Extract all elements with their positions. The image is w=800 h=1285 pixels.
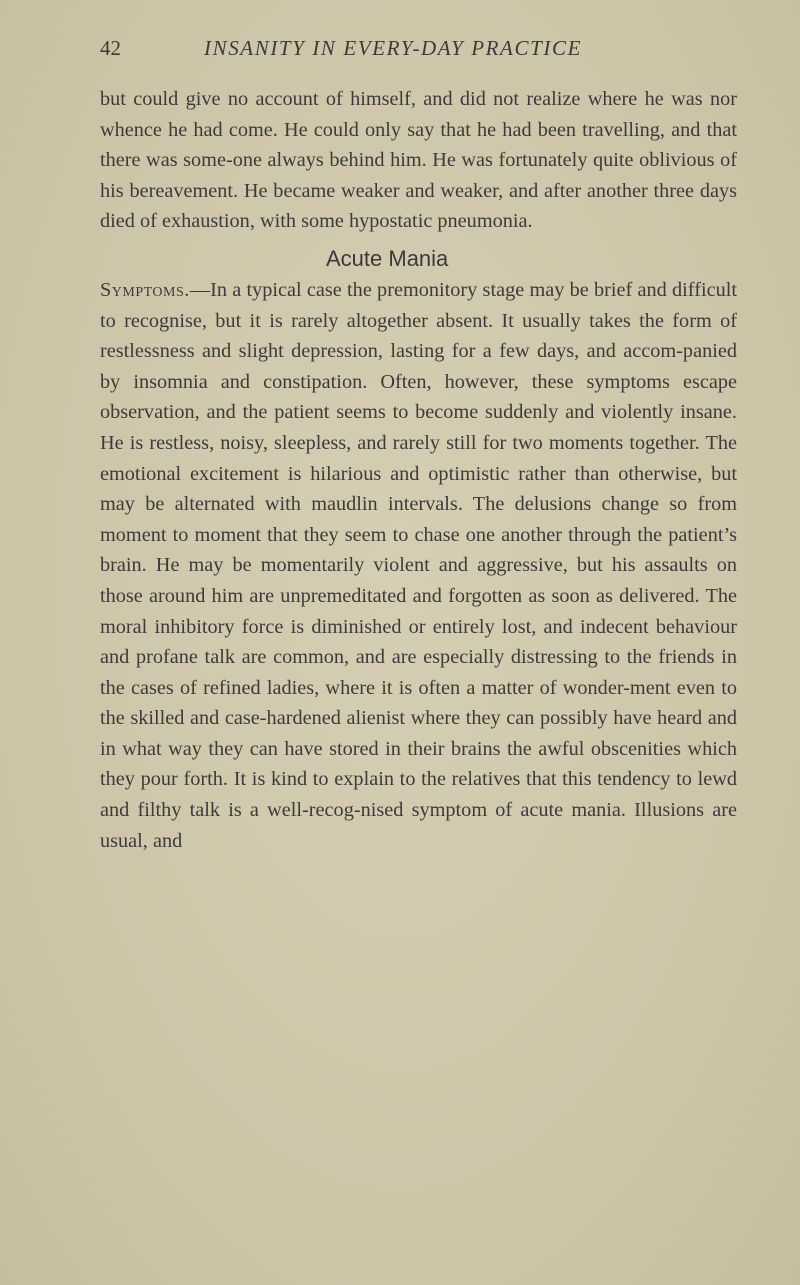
paragraph-opening: but could give no account of himself, and did not realize where he was nor whence he had come. He could only say that he had been travelling, and that there was some-one always behind him. He was fortunately quite oblivious of his bereavement. He became weaker and weaker, and after another three days died of exhaustion, with some hypostatic pneumonia. <box>100 88 737 233</box>
page-number: 42 <box>100 36 121 60</box>
paragraph-symptoms <box>100 275 737 856</box>
run-in-heading: Symptoms. <box>100 278 190 301</box>
page-header <box>100 36 740 66</box>
paragraph-symptoms-text: —In a typical case the premonitory stage may be brief and difficult to recognise, but it is rarely altogether absent. It usually takes the form of restlessness and slight depression, lasting for a few days, and accom-panied by insomnia and constipation. Often, however, these symptoms escape observation, and the patient seems to become suddenly and violently insane. He is restless, noisy, sleepless, and rarely still for two moments together. The emotional excitement is hilarious and optimistic rather than otherwise, but may be alternated with maudlin intervals. The delusions change so from moment to moment that they seem to chase one another through the patient’s brain. He may be momentarily violent and aggressive, but his assaults on those around him are unpremeditated and forgotten as soon as delivered. The moral inhibitory force is diminished or entirely lost, and indecent behaviour and profane talk are common, and are especially distressing to the friends in the cases of refined ladies, where it is often a matter of wonder-ment even to the skilled and case-hardened alienist where they can possibly have heard and in what way they can have stored in their brains the awful obscenities which they pour forth. It is kind to explain to the relatives that this tendency to lewd and filthy talk is a well-recog-nised symptom of acute mania. Illusions are usual, and <box>100 278 737 852</box>
running-head: INSANITY IN EVERY-DAY PRACTICE <box>204 36 582 60</box>
body-text <box>100 84 737 856</box>
section-heading: Acute Mania <box>326 245 449 271</box>
